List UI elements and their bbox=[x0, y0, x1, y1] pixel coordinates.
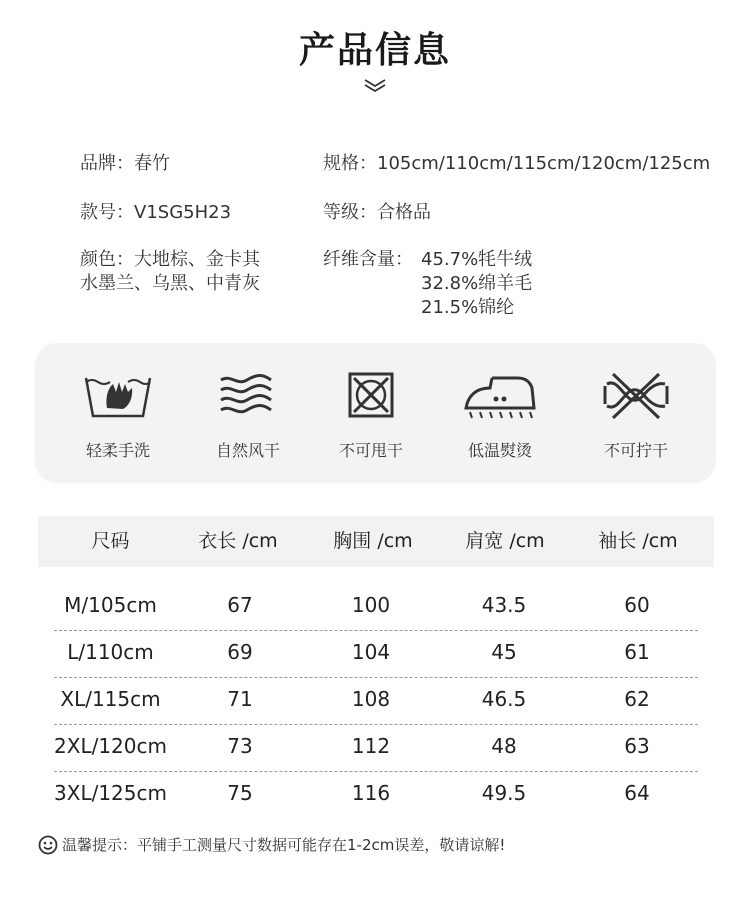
care-label: 不可拧干 bbox=[603, 441, 668, 460]
cell-sleeve: 63 bbox=[624, 734, 650, 758]
cell-sleeve: 64 bbox=[624, 781, 650, 805]
care-label: 低温熨烫 bbox=[467, 441, 532, 460]
fiber-item-1: 45.7%牦牛绒 bbox=[421, 249, 533, 270]
table-row bbox=[38, 584, 714, 631]
page-title: 产品信息 bbox=[298, 30, 451, 71]
no-tumble-dry-icon bbox=[336, 372, 406, 420]
cell-sleeve: 61 bbox=[624, 640, 650, 664]
table-row bbox=[38, 631, 714, 678]
cell-shoulder: 43.5 bbox=[481, 593, 527, 617]
cell-size: M/105cm bbox=[64, 593, 157, 617]
color-field-line1: 颜色：大地棕、金卡其 bbox=[80, 249, 260, 270]
cell-shoulder: 48 bbox=[491, 734, 517, 758]
cell-chest: 108 bbox=[351, 687, 391, 711]
cell-length: 67 bbox=[227, 593, 253, 617]
care-no-tumble-dry bbox=[311, 372, 431, 461]
cell-chest: 112 bbox=[351, 734, 391, 758]
measurement-tip bbox=[38, 834, 505, 855]
no-wring-icon bbox=[601, 372, 671, 420]
care-label: 不可甩干 bbox=[338, 441, 403, 460]
smiley-icon bbox=[38, 835, 58, 855]
header-shoulder: 肩宽 /cm bbox=[465, 530, 545, 552]
cell-size: L/110cm bbox=[67, 640, 154, 664]
tip-text: 温馨提示：平铺手工测量尺寸数据可能存在1-2cm误差，敬请谅解! bbox=[62, 836, 506, 854]
cell-length: 73 bbox=[227, 734, 253, 758]
header-size: 尺码 bbox=[91, 530, 130, 552]
cell-length: 75 bbox=[227, 781, 253, 805]
style-number-field: 款号：V1SG5H23 bbox=[80, 202, 232, 223]
cell-chest: 116 bbox=[351, 781, 391, 805]
low-iron-icon bbox=[460, 372, 540, 420]
size-table-header bbox=[38, 516, 714, 567]
hand-wash-icon bbox=[83, 372, 153, 420]
care-air-dry bbox=[188, 372, 308, 461]
header-length: 衣长 /cm bbox=[198, 530, 278, 552]
cell-chest: 104 bbox=[351, 640, 391, 664]
cell-shoulder: 49.5 bbox=[481, 781, 527, 805]
air-dry-icon bbox=[213, 372, 283, 420]
header-chest: 胸围 /cm bbox=[333, 530, 413, 552]
cell-length: 71 bbox=[227, 687, 253, 711]
chevron-down-icon bbox=[363, 78, 387, 94]
cell-size: XL/115cm bbox=[60, 687, 161, 711]
color-field-line2: 水墨兰、乌黑、中青灰 bbox=[80, 273, 260, 294]
cell-size: 2XL/120cm bbox=[54, 734, 167, 758]
fiber-label: 纤维含量： bbox=[323, 249, 413, 270]
fiber-item-2: 32.8%绵羊毛 bbox=[421, 273, 533, 294]
table-row bbox=[38, 678, 714, 725]
cell-length: 69 bbox=[227, 640, 253, 664]
cell-size: 3XL/125cm bbox=[54, 781, 167, 805]
care-no-wring bbox=[576, 372, 696, 461]
table-row bbox=[38, 772, 714, 819]
table-row bbox=[38, 725, 714, 772]
grade-field: 等级：合格品 bbox=[323, 202, 431, 223]
care-low-iron bbox=[440, 372, 560, 461]
cell-sleeve: 60 bbox=[624, 593, 650, 617]
brand-field: 品牌：春竹 bbox=[80, 153, 170, 174]
cell-sleeve: 62 bbox=[624, 687, 650, 711]
care-hand-wash bbox=[58, 372, 178, 461]
cell-shoulder: 45 bbox=[491, 640, 517, 664]
care-label: 自然风干 bbox=[215, 441, 280, 460]
cell-chest: 100 bbox=[351, 593, 391, 617]
cell-shoulder: 46.5 bbox=[481, 687, 527, 711]
header-sleeve: 袖长 /cm bbox=[598, 530, 678, 552]
care-label: 轻柔手洗 bbox=[85, 441, 150, 460]
fiber-item-3: 21.5%锦纶 bbox=[421, 297, 515, 318]
spec-field: 规格：105cm/110cm/115cm/120cm/125cm bbox=[323, 153, 711, 174]
